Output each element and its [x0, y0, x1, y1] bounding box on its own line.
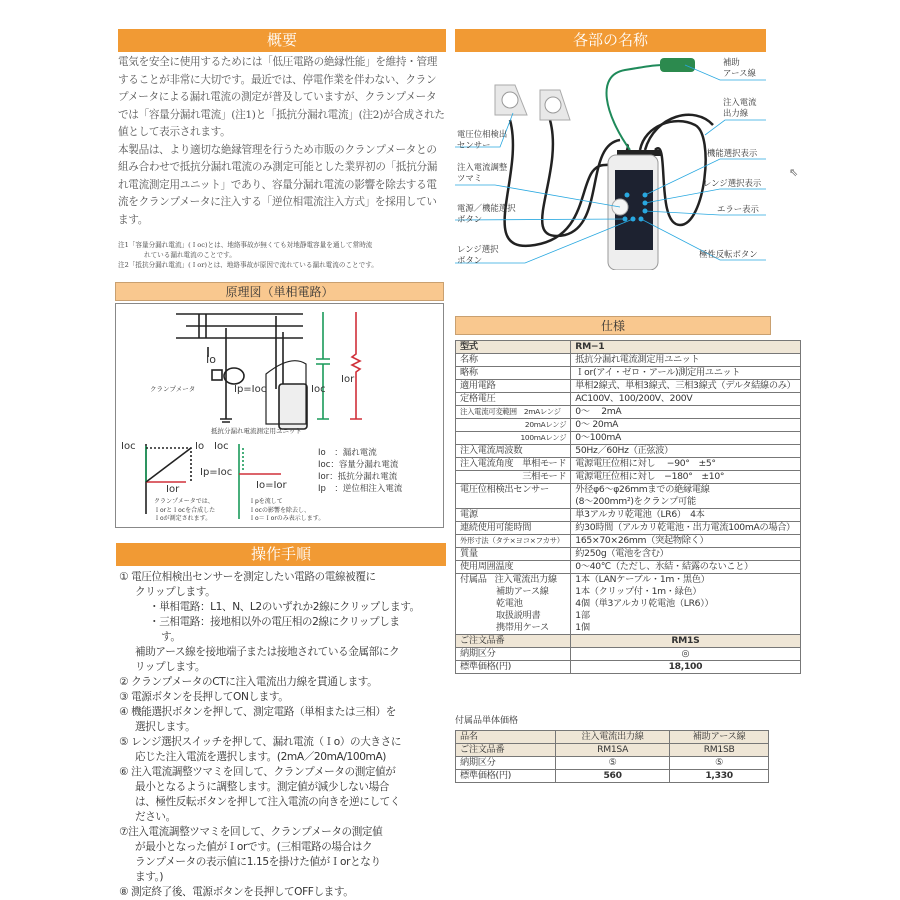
cell: AC100V、100/200V、200V [571, 393, 800, 406]
spec-row-order [456, 661, 801, 674]
spec-row [456, 535, 801, 548]
cell: 連続使用可能時間 [456, 522, 571, 535]
spec-row [456, 367, 801, 380]
cell: 型式 [456, 341, 571, 354]
procedure-line: ⑦注入電流調整ツマミを回して、クランプメータの測定値 [119, 826, 383, 838]
legend [318, 447, 402, 495]
cell: 質量 [456, 548, 571, 561]
spec-table [455, 340, 801, 674]
voltage-clip-left [495, 85, 527, 115]
accessory-name: 取扱説明書 [496, 610, 541, 621]
accessory-name: 補助アース線 [496, 586, 549, 597]
procedure-line: ⑧ 測定終了後、電源ボタンを長押してOFFします。 [119, 886, 354, 898]
cell: 注入電流可変範囲 2mAレンジ [456, 406, 571, 419]
label-power-button: 電源／機能選択 ボタン [457, 203, 516, 224]
legend-ior: Ior：抵抗分漏れ電流 [318, 472, 398, 482]
cell: 単3アルカリ乾電池（LR6） 4本 [571, 509, 800, 522]
ioc-vector-label-2: Ioc [214, 441, 229, 452]
row-label: 納期区分 [456, 757, 556, 770]
cell: RM1SB [670, 744, 769, 757]
note-1: 注1「容量分漏れ電流」(Ｉoc)とは、地絡事故が無くても対地静電容量を通して常時流 [118, 241, 373, 249]
cell: 1,330 [670, 770, 769, 783]
label-range-display: レンジ選択表示 [703, 178, 762, 188]
label-function-display: 機能選択表示 [707, 148, 758, 158]
caption-right-line: Ｉpを流して [249, 498, 283, 505]
label-range-button: レンジ選択 ボタン [457, 244, 499, 265]
cell: 0〜 2mA [571, 406, 800, 419]
cell [456, 622, 571, 635]
caption-left-line: クランプメータでは、 [154, 498, 214, 505]
cell: 100mAレンジ [456, 432, 571, 445]
cell: 18,100 [571, 661, 800, 674]
cell: RM1SA [556, 744, 670, 757]
spec-row-order [456, 648, 801, 661]
procedure-line: 補助アース線を接地端子または接地されている金属部にク [135, 646, 400, 658]
cell: 1本（クリップ付・1m・緑色） [571, 586, 800, 598]
spec-row [456, 522, 801, 535]
spec-row [456, 471, 801, 484]
procedure-line: ・三相電路：接地相以外の電圧相の2線にクリップしま [149, 616, 400, 628]
spec-row-accessory [456, 622, 801, 635]
accessory-price-table [455, 730, 769, 783]
cell: 注入電流角度 単相モード [456, 458, 571, 471]
spec-row [456, 354, 801, 367]
procedure-line: ① 電圧位相検出センサーを測定したい電路の電線被覆に [119, 571, 376, 583]
caption-left-line: Ｉoが測定されます。 [154, 515, 212, 522]
spec-row [456, 341, 801, 354]
cell: 抵抗分漏れ電流測定用ユニット [571, 354, 800, 367]
procedure-line: す。 [161, 631, 181, 643]
overview-notes [118, 240, 446, 270]
accessory-name: 注入電流出力線 [494, 574, 557, 585]
procedure-line: 選択します。 [135, 721, 196, 733]
cell: 外形寸法（タテ×ヨコ×フカサ） [456, 535, 571, 548]
caption-right [249, 498, 324, 524]
cell: 適用電路 [456, 380, 571, 393]
procedure-line: クリップします。 [135, 586, 216, 598]
header-cell: 注入電流出力線 [556, 731, 670, 744]
spec-row-order [456, 635, 801, 648]
cell: 1個 [571, 622, 800, 635]
cell: 4個（単3アルカリ乾電池（LR6）） [571, 598, 800, 610]
overview-paragraph-2: 本製品は、より適切な絶縁管理を行うため市販のクランプメータとの組み合わせで抵抗分漏れ電流のみ測定可能とした業界初の「抵抗分漏れ電流測定用ユニット」であり、容量分漏れ電流の影響を除去する電流をクランプメータに注入する「逆位相電流注入方式」を採用しています。 [118, 143, 438, 226]
cell: ⑤ [556, 757, 670, 770]
spec-row-accessory [456, 610, 801, 622]
cell: 0〜40℃（ただし、氷結・結露のないこと） [571, 561, 800, 574]
procedure-line: ⑤ レンジ選択スイッチを押して、漏れ電流（Ｉo）の大きさに [119, 736, 402, 748]
cell: 定格電圧 [456, 393, 571, 406]
spec-row-accessory [456, 586, 801, 598]
procedure-line: ださい。 [135, 811, 176, 823]
cell: 名称 [456, 354, 571, 367]
cell: 注入電流周波数 [456, 445, 571, 458]
procedure-line: リップします。 [135, 661, 206, 673]
cell: 電源電圧位相に対し −90° ±5° [571, 458, 800, 471]
procedure-steps [119, 570, 449, 900]
mouse-cursor-icon: ⇖ [789, 166, 799, 179]
cell: 単相2線式、単相3線式、三相3線式（デルタ結線のみ） [571, 380, 800, 393]
spec-header: 仕様 [455, 316, 771, 335]
spec-row [456, 548, 801, 561]
cell: 1部 [571, 610, 800, 622]
io-vector-label: Io [195, 441, 205, 452]
overview-text [118, 54, 446, 229]
label-adjust-knob: 注入電流調整 ツマミ [457, 162, 508, 183]
procedure-line: が最小となった値がＩorです。(三相電路の場合はク [135, 841, 373, 853]
cell: 1本（LANケーブル・1m・黒色） [571, 574, 800, 587]
spec-row [456, 458, 801, 471]
clamp-meter-label: クランプメータ [150, 385, 196, 393]
cell: 外径φ6〜φ26mmまでの絶縁電線 (8〜200mm²)をクランプ可能 [571, 484, 800, 509]
label-earth-wire: 補助 アース線 [723, 57, 756, 78]
spec-row [456, 509, 801, 522]
header-cell: 品名 [456, 731, 556, 744]
spec-row-accessory [456, 574, 801, 587]
cell: 20mAレンジ [456, 419, 571, 432]
cell: 約250g（電池を含む） [571, 548, 800, 561]
label-output-wire: 注入電流 出力線 [723, 97, 757, 118]
caption-right-line: Ｉocの影響を除去し、 [249, 506, 310, 514]
cell: 165×70×26mm（突起物除く） [571, 535, 800, 548]
procedure-line: 最小となるように調整します。測定値が減少しない場合 [135, 781, 389, 793]
label-error-display: エラー表示 [717, 204, 759, 214]
cell: 略称 [456, 367, 571, 380]
caption-left [154, 498, 215, 524]
product-photo [455, 55, 766, 270]
caption-left-line: Ｉorとｌocを合成した [154, 506, 216, 514]
parts-header: 各部の名称 [455, 29, 766, 52]
accessories-label: 付属品 [460, 574, 487, 585]
ior-vector-label: Ior [166, 484, 180, 495]
cell: RM1S [571, 635, 800, 648]
cell: 納期区分 [456, 648, 571, 661]
io-label: Io [206, 353, 216, 366]
procedure-line: ③ 電源ボタンを長押してONします。 [119, 691, 289, 703]
procedure-line: ランプメータの表示値に1.15を掛けた値がＩorとなり [135, 856, 381, 868]
caption-right-line: Ｉo＝Ｉorのみ表示します。 [249, 515, 325, 522]
procedure-line: ます。) [135, 871, 164, 883]
voltage-clip-right [540, 90, 570, 120]
cell: 560 [556, 770, 670, 783]
accessory-name: 乾電池 [496, 598, 523, 609]
spec-row-accessory [456, 598, 801, 610]
procedure-line: ⑥ 注入電流調整ツマミを回して、クランプメータの測定値が [119, 766, 396, 778]
cell: 電圧位相検出センサー [456, 484, 571, 509]
table-row [456, 770, 769, 783]
cell: 50Hz／60Hz（正弦波） [571, 445, 800, 458]
spec-row [456, 432, 801, 445]
procedure-line: 応じた注入電流を選択します。(2mA／20mA/100mA) [135, 751, 387, 763]
note-2: 注2「抵抗分漏れ電流」(Ｉor)とは、地絡事故が原因で流れている漏れ電流のことです。 [118, 261, 378, 269]
note-1-cont: れている漏れ電流のことです。 [144, 251, 236, 259]
overview-paragraph-1: 電気を安全に使用するためには「低圧電路の絶縁性能」を維持・管理することが非常に大切です。最近では、停電作業を伴わない、クランプメータによる漏れ電流の測定が普及していますが、クランプメータでは「容量分漏れ電流」(注1)と「抵抗分漏れ電流」(注2)が合成された値として表示されます。 [118, 56, 445, 138]
cell: 約30時間（アルカリ乾電池・出力電流100mAの場合） [571, 522, 800, 535]
cell [456, 574, 571, 587]
cell: ◎ [571, 648, 800, 661]
table-header-row [456, 731, 769, 744]
row-label: 標準価格(円) [456, 770, 556, 783]
label-polarity-button: 極性反転ボタン [699, 249, 758, 259]
ip-ioc-vector-label: Ip=Ioc [200, 467, 233, 478]
spec-row [456, 419, 801, 432]
cell: ⑤ [670, 757, 769, 770]
unit-caption: 抵抗分漏れ電流測定用ユニット [211, 427, 302, 435]
spec-row [456, 380, 801, 393]
spec-row [456, 484, 801, 509]
principle-header: 原理図（単相電路） [115, 282, 444, 301]
procedure-line: ④ 機能選択ボタンを押して、測定電路（単相または三相）を [119, 706, 396, 718]
spec-row [456, 445, 801, 458]
cell: 電源電圧位相に対し −180° ±10° [571, 471, 800, 484]
cell: 三相モード [456, 471, 571, 484]
cell: 0〜 20mA [571, 419, 800, 432]
spec-row [456, 406, 801, 419]
table-row [456, 744, 769, 757]
ioc-vector-label: Ioc [121, 441, 136, 452]
cell: 0〜100mA [571, 432, 800, 445]
cell: Ｉor(アイ・ゼロ・アール)測定用ユニット [571, 367, 800, 380]
legend-io: Io ：漏れ電流 [318, 448, 377, 458]
header-cell: 補助アース線 [670, 731, 769, 744]
procedure-line: ② クランプメータのCTに注入電流出力線を貫通します。 [119, 676, 378, 688]
ior-circuit-label: Ior [341, 374, 355, 385]
procedure-header: 操作手順 [116, 543, 446, 566]
ioc-circuit-label: Ioc [311, 384, 326, 395]
cell: RM−1 [571, 341, 800, 354]
cell: 電源 [456, 509, 571, 522]
io-ior-vector-label: Io=Ior [256, 480, 287, 491]
cell: ご注文品番 [456, 635, 571, 648]
table-row [456, 757, 769, 770]
cell [456, 610, 571, 622]
row-label: ご注文品番 [456, 744, 556, 757]
accessory-name: 携帯用ケース [496, 622, 549, 633]
procedure-line: ・単相電路：L1、N、L2のいずれか2線にクリップします。 [149, 601, 420, 613]
legend-ioc: Ioc：容量分漏れ電流 [318, 460, 399, 470]
cell [456, 598, 571, 610]
cell: 使用周囲温度 [456, 561, 571, 574]
ip-ioc-label: Ip=Ioc [234, 384, 267, 395]
procedure-line: は、極性反転ボタンを押して注入電流の向きを逆にしてく [135, 796, 401, 808]
spec-row [456, 393, 801, 406]
legend-ip: Ip ：逆位相注入電流 [318, 484, 403, 494]
cell: 標準価格(円) [456, 661, 571, 674]
overview-header: 概要 [118, 29, 446, 52]
label-voltage-sensor: 電圧位相検出 センサー [457, 129, 508, 150]
earth-clip [660, 58, 695, 72]
spec-row [456, 561, 801, 574]
cell [456, 586, 571, 598]
accessory-prices-title: 付属品単体価格 [455, 716, 519, 726]
principle-diagram [115, 303, 444, 528]
